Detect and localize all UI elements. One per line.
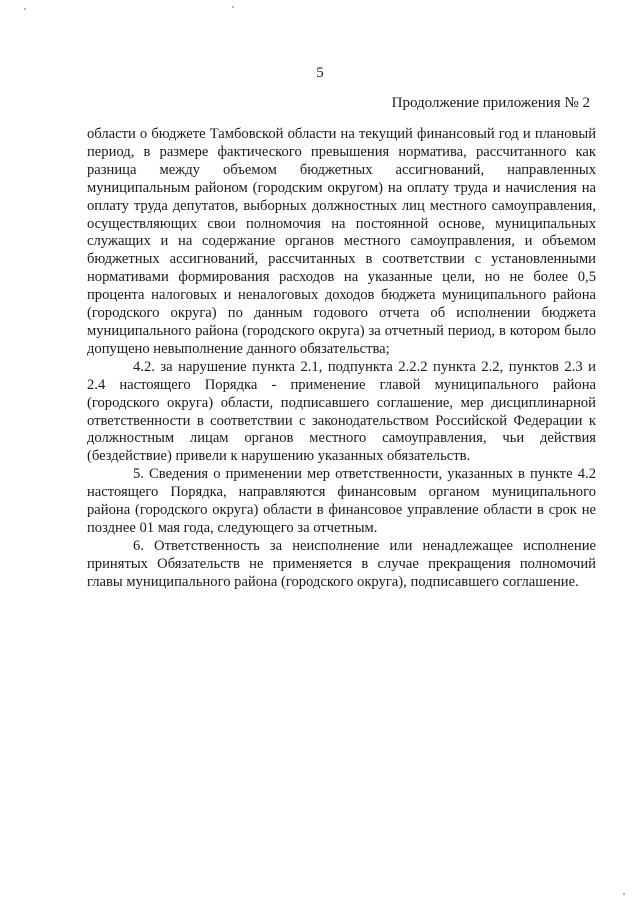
page-number: 5 bbox=[316, 65, 324, 81]
document-body bbox=[87, 126, 596, 592]
scan-speck bbox=[232, 6, 234, 8]
appendix-continuation-header: Продолжение приложения № 2 bbox=[391, 95, 590, 111]
paragraph-4-2: 4.2. за нарушение пункта 2.1, подпункта 2.2.2 пункта 2.2, пунктов 2.3 и 2.4 настоящего Порядка - применение главой муниципального района (городского округа) области, подписавшего соглашение, мер дисциплинарной ответственности в соответствии с законодательством Российской Федерации к должностным лицам органов местного самоуправления, чьи действия (бездействие) привели к нарушению указанных обязательств. bbox=[87, 358, 596, 465]
scan-speck bbox=[24, 8, 26, 10]
paragraph-5: 5. Сведения о применении мер ответственности, указанных в пункте 4.2 настоящего Порядка, направляются финансовым органом муниципального района (городского округа) области в финансовое управление области в срок не позднее 01 мая года, следующего за отчетным. bbox=[87, 466, 596, 536]
paragraph-6: 6. Ответственность за неисполнение или ненадлежащее исполнение принятых Обязательств не применяется в случае прекращения полномочий главы муниципального района (городского округа), подписавшего соглашение. bbox=[87, 537, 596, 590]
paragraph-continuation: области о бюджете Тамбовской области на текущий финансовый год и плановый период, в размере фактического превышения норматива, рассчитанного как разница между объемом бюджетных ассигнований, направленных муниципальным районом (городским округом) на оплату труда и начисления на оплату труда депутатов, выборных должностных лиц местного самоуправления, осуществляющих свои полномочия на постоянной основе, муниципальных служащих и на содержание органов местного самоуправления, и объемом бюджетных ассигнований, рассчитанных в соответствии с установленными нормативами формирования расходов на указанные цели, но не более 0,5 процента налоговых и неналоговых доходов бюджета муниципального района (городского округа) по данным годового отчета об исполнении бюджета муниципального района (городского округа) за отчетный период, в котором было допущено невыполнение данного обязательства; bbox=[87, 126, 596, 357]
scan-speck bbox=[623, 893, 625, 895]
